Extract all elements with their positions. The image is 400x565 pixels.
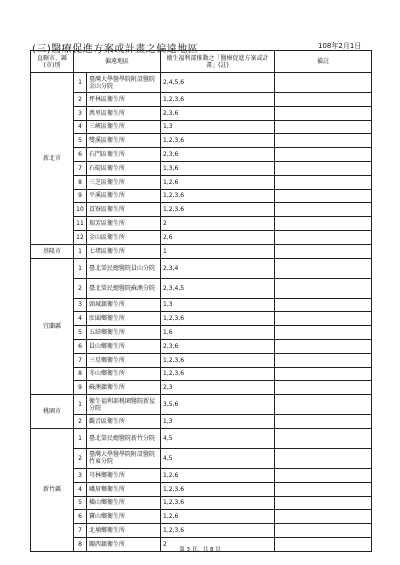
- row-number-cell: 1: [74, 395, 87, 415]
- area-cell: 三星鄉衛生所: [87, 353, 161, 367]
- program-code-cell: 1,3: [161, 120, 275, 134]
- row-number-cell: 10: [74, 203, 87, 217]
- program-code-cell: 2,3,6: [161, 339, 275, 353]
- program-code-cell: 1,3: [161, 415, 275, 429]
- row-number-cell: 2: [74, 278, 87, 298]
- area-cell: 三峽區衛生所: [87, 120, 161, 134]
- row-number-cell: 11: [74, 217, 87, 231]
- county-cell: 基隆市: [31, 244, 74, 258]
- area-cell: 臺北榮民總醫院蘇澳分院: [87, 278, 161, 298]
- area-cell: 員山鄉衛生所: [87, 339, 161, 353]
- area-cell: 關西鎮衛生所: [87, 537, 161, 551]
- program-code-cell: 1,2,6: [161, 175, 275, 189]
- area-cell: 坪林區衛生所: [87, 93, 161, 107]
- table-row: [31, 106, 372, 120]
- note-cell: [275, 134, 372, 148]
- note-cell: [275, 258, 372, 278]
- area-cell: 冬山鄉衛生所: [87, 367, 161, 381]
- table-row: [31, 448, 372, 468]
- area-cell: 七堵區衛生所: [87, 244, 161, 258]
- note-cell: [275, 353, 372, 367]
- row-number-cell: 4: [74, 120, 87, 134]
- row-number-cell: 7: [74, 524, 87, 538]
- row-number-cell: 6: [74, 510, 87, 524]
- row-number-cell: 6: [74, 148, 87, 162]
- program-code-cell: 1,2,3,6: [161, 312, 275, 326]
- area-cell: 橫山鄉衛生所: [87, 496, 161, 510]
- table-row: [31, 510, 372, 524]
- program-code-cell: 1,2,3,6: [161, 482, 275, 496]
- row-number-cell: 5: [74, 326, 87, 340]
- table-body: [31, 73, 372, 552]
- table-row: [31, 367, 372, 381]
- area-cell: 雙溪區衛生所: [87, 134, 161, 148]
- note-cell: [275, 510, 372, 524]
- program-code-cell: 1,2,6: [161, 468, 275, 482]
- table-row: [31, 230, 372, 244]
- program-code-cell: 1,3,6: [161, 161, 275, 175]
- area-cell: 石碇區衛生所: [87, 161, 161, 175]
- note-cell: [275, 339, 372, 353]
- row-number-cell: 9: [74, 381, 87, 395]
- area-cell: 平溪區衛生所: [87, 189, 161, 203]
- program-code-cell: 1,2,3,6: [161, 134, 275, 148]
- table-row: [31, 175, 372, 189]
- table-row: [31, 339, 372, 353]
- row-number-cell: 2: [74, 448, 87, 468]
- note-cell: [275, 496, 372, 510]
- row-number-cell: 7: [74, 161, 87, 175]
- document-date: 108年2月1日: [318, 42, 362, 50]
- table-row: [31, 278, 372, 298]
- table-row: [31, 312, 372, 326]
- note-cell: [275, 106, 372, 120]
- note-cell: [275, 448, 372, 468]
- area-cell: 北埔鄉衛生所: [87, 524, 161, 538]
- table-row: [31, 353, 372, 367]
- note-cell: [275, 244, 372, 258]
- row-number-cell: 8: [74, 175, 87, 189]
- note-cell: [275, 312, 372, 326]
- row-number-cell: 8: [74, 537, 87, 551]
- note-cell: [275, 217, 372, 231]
- page-footer: 第 3 頁，共 8 頁: [179, 547, 221, 553]
- program-code-cell: 1,2,3,6: [161, 93, 275, 107]
- header-code: 衛生福利部推動之「醫療促進方案或計畫」(註): [161, 51, 275, 73]
- note-cell: [275, 278, 372, 298]
- table-row: [31, 73, 372, 93]
- county-cell: 新竹縣: [31, 428, 74, 551]
- program-code-cell: 1,3: [161, 298, 275, 312]
- header-county: 直轄市、縣(市)別: [31, 51, 74, 73]
- table-row: [31, 428, 372, 448]
- program-code-cell: 3,5,6: [161, 395, 275, 415]
- row-number-cell: 3: [74, 468, 87, 482]
- table-row: [31, 134, 372, 148]
- program-code-cell: 2,3: [161, 381, 275, 395]
- program-code-cell: 2: [161, 217, 275, 231]
- table-row: [31, 217, 372, 231]
- program-code-cell: 2,3,6: [161, 106, 275, 120]
- row-number-cell: 4: [74, 482, 87, 496]
- note-cell: [275, 175, 372, 189]
- note-cell: [275, 468, 372, 482]
- area-cell: 蘇澳鎮衛生所: [87, 381, 161, 395]
- table-row: [31, 482, 372, 496]
- note-cell: [275, 120, 372, 134]
- area-cell: 臺北榮民總醫院新竹分院: [87, 428, 161, 448]
- note-cell: [275, 161, 372, 175]
- table-row: [31, 524, 372, 538]
- program-code-cell: 2,3,4: [161, 258, 275, 278]
- area-cell: 金山區衛生所: [87, 230, 161, 244]
- note-cell: [275, 93, 372, 107]
- table-container: [30, 50, 371, 552]
- area-cell: 寶山鄉衛生所: [87, 510, 161, 524]
- table-header-row: [31, 51, 372, 73]
- note-cell: [275, 189, 372, 203]
- program-code-cell: 2,3,4,5: [161, 278, 275, 298]
- program-code-cell: 1,2,3,6: [161, 353, 275, 367]
- header-area: 偏遠地區: [74, 51, 161, 73]
- area-cell: 五結鄉衛生所: [87, 326, 161, 340]
- note-cell: [275, 326, 372, 340]
- area-cell: 三芝區衛生所: [87, 175, 161, 189]
- program-code-cell: 1,2,3,6: [161, 203, 275, 217]
- program-code-cell: 1,2,3,6: [161, 496, 275, 510]
- row-number-cell: 5: [74, 496, 87, 510]
- row-number-cell: 2: [74, 93, 87, 107]
- note-cell: [275, 367, 372, 381]
- program-code-cell: 2,6: [161, 230, 275, 244]
- row-number-cell: 1: [74, 244, 87, 258]
- program-code-cell: 1,2,3,6: [161, 367, 275, 381]
- area-cell: 芎林鄉衛生所: [87, 468, 161, 482]
- row-number-cell: 1: [74, 73, 87, 93]
- area-cell: 萬里區衛生所: [87, 106, 161, 120]
- note-cell: [275, 298, 372, 312]
- table-row: [31, 120, 372, 134]
- row-number-cell: 1: [74, 258, 87, 278]
- note-cell: [275, 524, 372, 538]
- table-row: [31, 93, 372, 107]
- area-cell: 臺灣大學醫學院附設醫院金山分院: [87, 73, 161, 93]
- program-code-cell: 1,2,3,6: [161, 189, 275, 203]
- program-code-cell: 2,3,6: [161, 148, 275, 162]
- table-row: [31, 496, 372, 510]
- note-cell: [275, 428, 372, 448]
- row-number-cell: 12: [74, 230, 87, 244]
- area-cell: 臺北榮民總醫院員山分院: [87, 258, 161, 278]
- program-code-cell: 1,2,6: [161, 510, 275, 524]
- county-cell: 桃園市: [31, 395, 74, 429]
- area-cell: 壯圍鄉衛生所: [87, 312, 161, 326]
- row-number-cell: 3: [74, 106, 87, 120]
- row-number-cell: 8: [74, 367, 87, 381]
- program-code-cell: 4,5: [161, 448, 275, 468]
- county-cell: 新北市: [31, 73, 74, 245]
- program-code-cell: 4,5: [161, 428, 275, 448]
- table-row: [31, 258, 372, 278]
- table-row: [31, 203, 372, 217]
- row-number-cell: 6: [74, 339, 87, 353]
- table-row: [31, 148, 372, 162]
- table-row: [31, 468, 372, 482]
- area-cell: 觀音區衛生所: [87, 415, 161, 429]
- area-cell: 石門區衛生所: [87, 148, 161, 162]
- table-row: [31, 395, 372, 415]
- program-code-cell: 2,4,5,6: [161, 73, 275, 93]
- table-row: [31, 326, 372, 340]
- area-cell: 臺灣大學醫學院附設醫院竹東分院: [87, 448, 161, 468]
- program-code-cell: 1,6: [161, 326, 275, 340]
- table-row: [31, 161, 372, 175]
- remote-areas-table: [30, 50, 372, 552]
- area-cell: 頭城鎮衛生所: [87, 298, 161, 312]
- row-number-cell: 5: [74, 134, 87, 148]
- note-cell: [275, 73, 372, 93]
- row-number-cell: 2: [74, 415, 87, 429]
- note-cell: [275, 395, 372, 415]
- area-cell: 貢寮區衛生所: [87, 203, 161, 217]
- table-row: [31, 415, 372, 429]
- area-cell: 峨眉鄉衛生所: [87, 482, 161, 496]
- row-number-cell: 4: [74, 312, 87, 326]
- row-number-cell: 1: [74, 428, 87, 448]
- note-cell: [275, 203, 372, 217]
- table-row: [31, 381, 372, 395]
- note-cell: [275, 381, 372, 395]
- note-cell: [275, 415, 372, 429]
- table-row: [31, 298, 372, 312]
- row-number-cell: 7: [74, 353, 87, 367]
- page-title: (三)醫療促進方案或計畫之偏遠地區: [32, 44, 199, 55]
- table-row: [31, 189, 372, 203]
- row-number-cell: 9: [74, 189, 87, 203]
- program-code-cell: 1,2,3,6: [161, 524, 275, 538]
- note-cell: [275, 148, 372, 162]
- county-cell: 宜蘭縣: [31, 258, 74, 395]
- row-number-cell: 3: [74, 298, 87, 312]
- table-row: [31, 244, 372, 258]
- note-cell: [275, 230, 372, 244]
- program-code-cell: 1: [161, 244, 275, 258]
- header-note: 備註: [275, 51, 372, 73]
- note-cell: [275, 482, 372, 496]
- program-code-cell: 2: [161, 537, 275, 551]
- area-cell: 衛生福利部桃園醫院新屋分院: [87, 395, 161, 415]
- area-cell: 瑞芳區衛生所: [87, 217, 161, 231]
